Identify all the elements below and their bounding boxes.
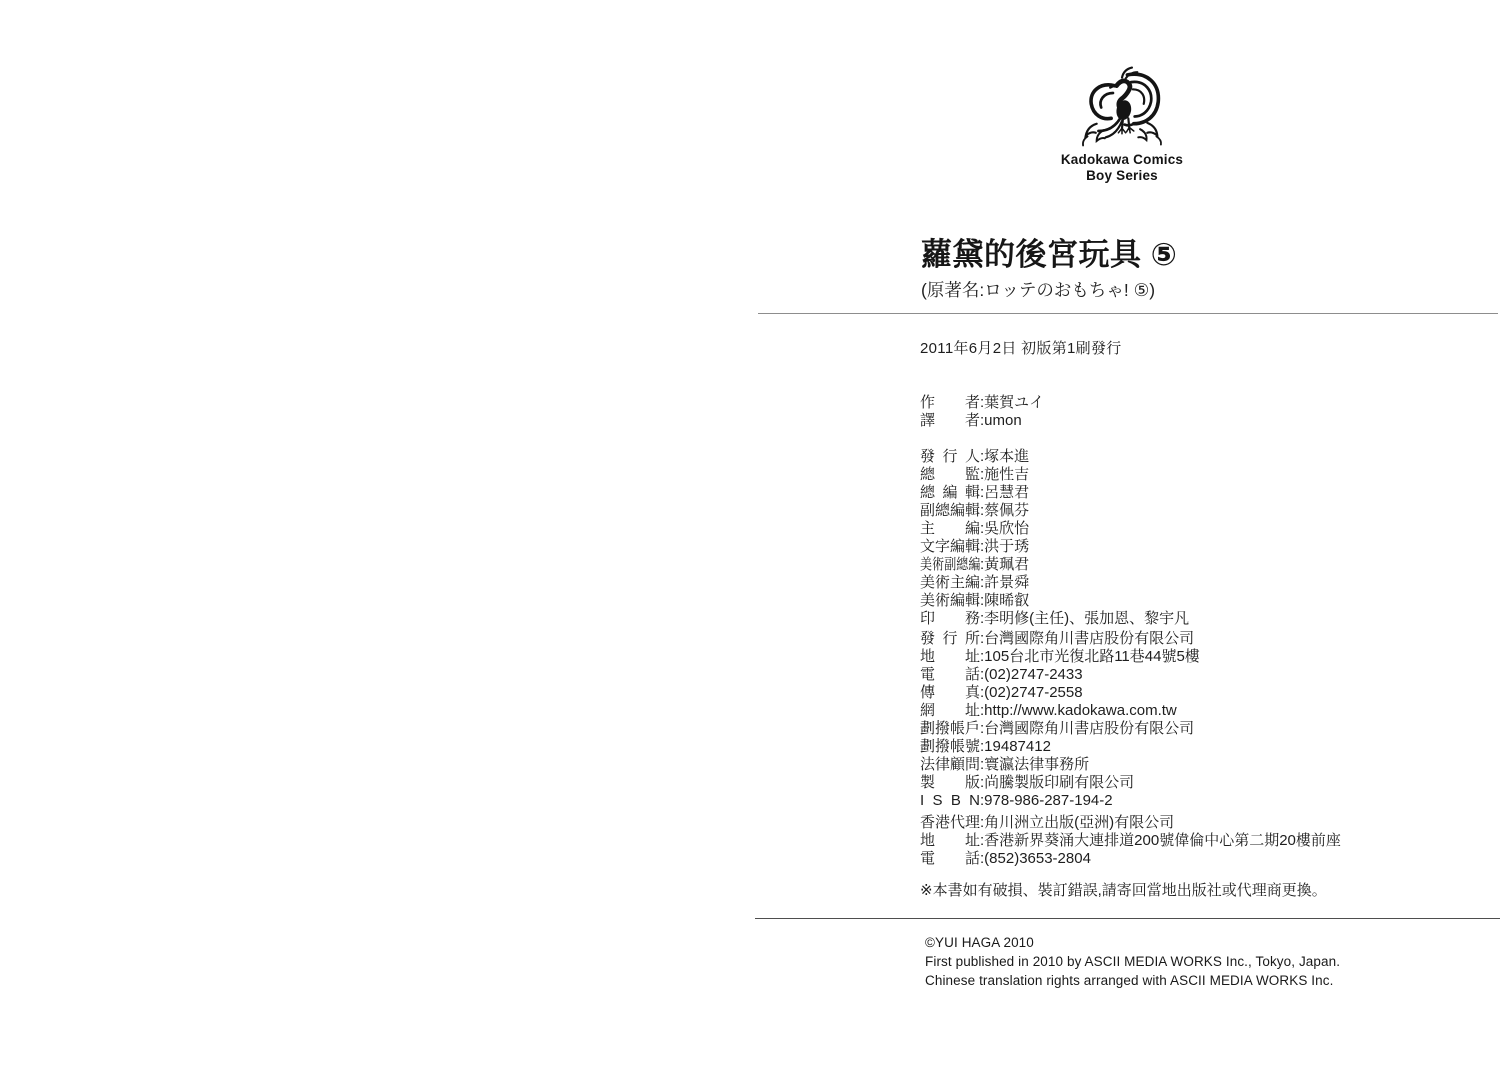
hongkong-agent-info: [920, 814, 1341, 868]
kadokawa-phoenix-icon: [1076, 64, 1168, 150]
publisher-info: [920, 630, 1341, 810]
credit-row: [920, 720, 1341, 738]
credit-label: 總編輯: [920, 484, 980, 501]
credit-colon: :: [980, 520, 985, 537]
damage-notice: ※本書如有破損、裝訂錯誤,請寄回當地出版社或代理商更換。: [920, 882, 1327, 899]
staff-credits: [920, 448, 1341, 628]
credit-label: 印務: [920, 610, 980, 627]
original-title: (原著名:ロッテのおもちゃ! ⑤): [921, 280, 1156, 300]
credit-row: [920, 684, 1341, 702]
credit-value: 許景舜: [984, 574, 1030, 591]
credit-value: 施性吉: [984, 466, 1030, 483]
credit-colon: :: [980, 666, 985, 683]
credit-label: 電話: [920, 850, 980, 867]
series-name-line2: Boy Series: [1086, 168, 1158, 183]
credit-colon: :: [980, 756, 985, 773]
credit-row: [920, 574, 1341, 592]
credit-colon: :: [980, 610, 985, 627]
credit-row: [920, 702, 1341, 720]
credit-colon: :: [980, 774, 985, 791]
credit-label: 發行人: [920, 448, 980, 465]
credit-colon: :: [980, 702, 985, 719]
credit-value: 978-986-287-194-2: [984, 792, 1113, 809]
credit-colon: :: [980, 850, 985, 867]
print-date: 2011年6月2日 初版第1刷發行: [920, 340, 1122, 357]
kadokawa-logo-block: [1032, 64, 1212, 184]
credit-row: [920, 630, 1341, 648]
credit-value: 香港新界葵涌大連排道200號偉倫中心第二期20樓前座: [984, 832, 1341, 849]
credit-colon: :: [980, 630, 985, 647]
credit-label: 網址: [920, 702, 980, 719]
series-name-line1: Kadokawa Comics: [1060, 152, 1184, 167]
credit-label: 發行所: [920, 630, 980, 647]
divider-top: [758, 313, 1498, 314]
credit-label: 作者: [920, 394, 980, 411]
credit-value: 角川洲立出版(亞洲)有限公司: [984, 814, 1175, 831]
credit-label: 法律顧問: [920, 756, 981, 773]
credit-row: [920, 502, 1341, 520]
credit-colon: :: [980, 720, 985, 737]
credit-value: 吳欣怡: [984, 520, 1030, 537]
credit-colon: :: [980, 814, 985, 831]
book-title: 蘿黛的後宮玩具 ⑤: [921, 237, 1178, 272]
credit-colon: :: [980, 484, 985, 501]
credit-row: [920, 774, 1341, 792]
credit-label: I S B N: [920, 792, 980, 809]
credit-colon: :: [980, 538, 985, 555]
credit-row: [920, 448, 1341, 466]
credit-value: 105台北市光復北路11巷44號5樓: [984, 648, 1200, 665]
credit-row: [920, 520, 1341, 538]
credit-row: [920, 850, 1341, 868]
credit-colon: :: [980, 448, 985, 465]
credit-row: [920, 666, 1341, 684]
credit-label: 主編: [920, 520, 980, 537]
credit-value: (02)2747-2433: [984, 666, 1083, 683]
credit-label: 香港代理: [920, 814, 981, 831]
credit-value: 台灣國際角川書店股份有限公司: [984, 630, 1195, 647]
credit-colon: :: [980, 574, 985, 591]
credit-label: 美術副總編: [920, 556, 980, 573]
credit-label: 電話: [920, 666, 980, 683]
credit-value: 黃珮君: [984, 556, 1030, 573]
credit-colon: :: [980, 592, 985, 609]
credit-row: [920, 556, 1341, 574]
credit-colon: :: [980, 502, 985, 519]
credit-value: 19487412: [984, 738, 1051, 755]
credit-row: [920, 792, 1341, 810]
credit-row: [920, 412, 1341, 430]
credit-row: [920, 484, 1341, 502]
credit-label: 總監: [920, 466, 980, 483]
credit-label: 文字編輯: [920, 538, 981, 555]
credit-value: 陳晞叡: [984, 592, 1030, 609]
credit-value: 尚騰製版印刷有限公司: [984, 774, 1135, 791]
credit-row: [920, 592, 1341, 610]
credit-label: 劃撥帳號: [920, 738, 981, 755]
credit-value: (852)3653-2804: [984, 850, 1091, 867]
credit-value: 塚本進: [984, 448, 1030, 465]
credit-label: 傳真: [920, 684, 980, 701]
copyright-line: Chinese translation rights arranged with ASCII MEDIA WORKS Inc.: [925, 973, 1334, 988]
credit-colon: :: [980, 832, 985, 849]
copyright-line: ©YUI HAGA 2010: [925, 935, 1034, 950]
credit-row: [920, 610, 1341, 628]
author-credits: [920, 394, 1341, 430]
title-block: [921, 238, 1177, 302]
credit-value: 呂慧君: [984, 484, 1030, 501]
credit-row: [920, 466, 1341, 484]
credit-row: [920, 538, 1341, 556]
credit-colon: :: [980, 412, 985, 429]
credit-label: 副總編輯: [920, 502, 981, 519]
divider-bottom: [755, 918, 1500, 919]
credit-label: 地址: [920, 832, 980, 849]
credit-label: 製版: [920, 774, 980, 791]
credit-label: 劃撥帳戶: [920, 720, 981, 737]
credit-value: 寰瀛法律事務所: [984, 756, 1090, 773]
credit-label: 譯者: [920, 412, 980, 429]
credit-row: [920, 394, 1341, 412]
credit-row: [920, 832, 1341, 850]
credit-value: http://www.kadokawa.com.tw: [984, 702, 1177, 719]
credit-label: 美術編輯: [920, 592, 981, 609]
credit-value: (02)2747-2558: [984, 684, 1083, 701]
credit-value: 李明修(主任)、張加恩、黎宇凡: [984, 610, 1190, 627]
credit-label: 美術主編: [920, 574, 981, 591]
credit-value: 台灣國際角川書店股份有限公司: [984, 720, 1195, 737]
credit-label: 地址: [920, 648, 980, 665]
credit-value: 洪于琇: [984, 538, 1030, 555]
credit-value: 葉賀ユイ: [984, 394, 1045, 411]
colophon-body: [920, 340, 1341, 900]
credit-colon: :: [980, 684, 985, 701]
credit-colon: :: [980, 792, 985, 809]
credit-colon: :: [980, 394, 985, 411]
credit-value: umon: [984, 412, 1022, 429]
credit-colon: :: [980, 738, 985, 755]
copyright-block: [925, 933, 1340, 990]
copyright-line: First published in 2010 by ASCII MEDIA WORKS Inc., Tokyo, Japan.: [925, 954, 1341, 969]
credit-row: [920, 648, 1341, 666]
credit-value: 蔡佩芬: [984, 502, 1030, 519]
credit-colon: :: [980, 556, 985, 573]
credit-row: [920, 738, 1341, 756]
credit-row: [920, 814, 1341, 832]
credit-colon: :: [980, 648, 985, 665]
credit-colon: :: [980, 466, 985, 483]
credit-row: [920, 756, 1341, 774]
